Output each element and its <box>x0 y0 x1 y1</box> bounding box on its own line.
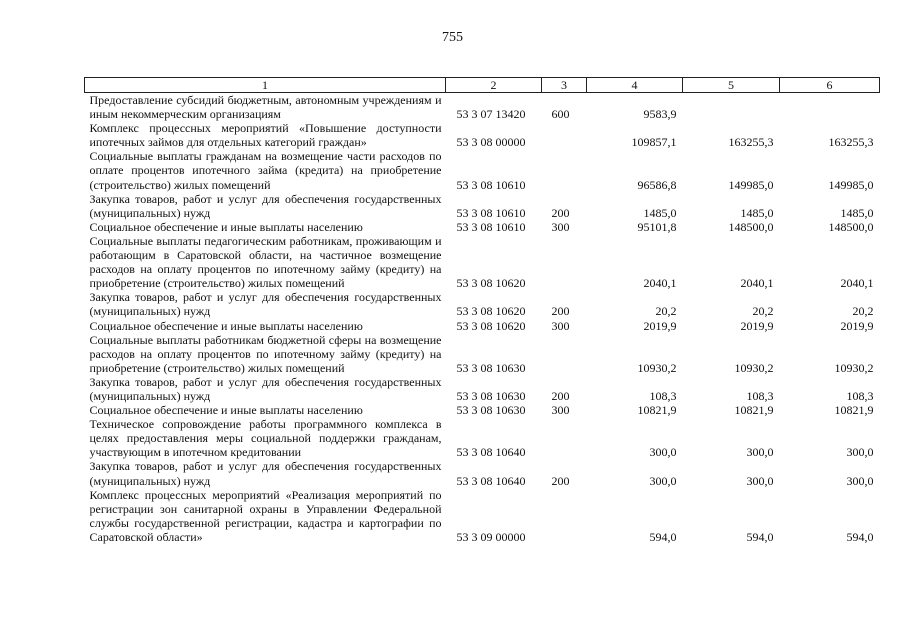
table-row <box>85 319 880 333</box>
row-value-year-3: 148500,0 <box>828 219 874 234</box>
row-value-year-1: 9583,9 <box>643 107 677 122</box>
row-value-year-2: 10821,9 <box>734 403 774 418</box>
row-name: Комплекс процессных мероприятий «Повышение доступности ипотечных займов для отдельных категорий граждан» <box>89 121 442 150</box>
row-value-year-1: 20,2 <box>655 304 677 319</box>
row-name: Закупка товаров, работ и услуг для обеспечения государственных (муниципальных) нужд <box>89 290 442 319</box>
row-value-year-1: 10930,2 <box>637 360 677 375</box>
row-value-year-3: 149985,0 <box>828 177 874 192</box>
row-name: Закупка товаров, работ и услуг для обеспечения государственных (муниципальных) нужд <box>89 191 442 220</box>
row-code: 53 3 08 10620 <box>456 304 526 319</box>
row-value-year-1: 300,0 <box>649 445 677 460</box>
row-value-year-1: 109857,1 <box>631 135 677 150</box>
row-expense-type: 200 <box>551 304 570 319</box>
row-value-year-3: 10821,9 <box>834 403 874 418</box>
row-value-year-1: 96586,8 <box>637 177 677 192</box>
row-value-year-3: 10930,2 <box>834 360 874 375</box>
table-row <box>85 220 880 234</box>
table-row <box>85 93 880 122</box>
row-code: 53 3 08 00000 <box>456 135 526 150</box>
row-value-year-3: 108,3 <box>846 388 874 403</box>
row-name: Социальные выплаты педагогическим работникам, проживающим и работающим в Саратовской области, на частичное возмещение расходов на оплату процентов по ипотечному займу (кредиту) на приобретение (строительство) жилых помещений <box>89 233 442 291</box>
row-expense-type: 200 <box>551 473 570 488</box>
column-header-name: 1 <box>85 78 446 93</box>
row-value-year-3: 300,0 <box>846 445 874 460</box>
row-expense-type <box>542 333 587 375</box>
row-value-year-2: 148500,0 <box>728 219 774 234</box>
row-value-year-2: 300,0 <box>746 445 774 460</box>
row-expense-type <box>542 417 587 459</box>
row-expense-type <box>542 121 587 149</box>
table-row <box>85 290 880 318</box>
table-row <box>85 333 880 375</box>
row-expense-type: 300 <box>551 318 570 333</box>
row-value-year-3: 2040,1 <box>840 276 874 291</box>
row-value-year-3: 2019,9 <box>840 318 874 333</box>
row-value-year-1: 1485,0 <box>643 205 677 220</box>
table-header-row <box>85 78 880 93</box>
row-code: 53 3 08 10620 <box>456 318 526 333</box>
row-code: 53 3 08 10610 <box>456 219 526 234</box>
column-header-code: 2 <box>446 78 542 93</box>
row-code: 53 3 08 10610 <box>456 177 526 192</box>
row-value-year-3: 594,0 <box>846 529 874 544</box>
row-value-year-1: 594,0 <box>649 529 677 544</box>
table-row <box>85 375 880 403</box>
row-value-year-1: 10821,9 <box>637 403 677 418</box>
row-value-year-1: 2040,1 <box>643 276 677 291</box>
row-value-year-2: 163255,3 <box>728 135 774 150</box>
row-value-year-2: 108,3 <box>746 388 774 403</box>
row-value-year-1: 2019,9 <box>643 318 677 333</box>
row-name: Техническое сопровождение работы программного комплекса в целях предоставления меры социальной поддержки гражданам, участвующим в ипотечном кредитовании <box>89 417 442 460</box>
row-value-year-2: 2040,1 <box>740 276 774 291</box>
table-row <box>85 192 880 220</box>
row-value-year-3 <box>780 93 880 122</box>
row-expense-type: 300 <box>551 219 570 234</box>
table-row <box>85 417 880 459</box>
row-value-year-3: 300,0 <box>846 473 874 488</box>
row-expense-type <box>542 234 587 290</box>
row-name: Социальные выплаты работникам бюджетной сферы на возмещение расходов на оплату процентов по ипотечному займу (кредиту) на приобретение (строительство) жилых помещений <box>89 332 442 375</box>
row-code: 53 3 08 10630 <box>456 388 526 403</box>
row-name: Комплекс процессных мероприятий «Реализация мероприятий по регистрации зон санитарной охраны в Управлении Федеральной службы государственной регистрации, кадастра и картографии по Саратовской области» <box>89 487 442 544</box>
row-value-year-1: 95101,8 <box>637 219 677 234</box>
row-expense-type: 300 <box>551 403 570 418</box>
row-code: 53 3 08 10620 <box>456 276 526 291</box>
row-value-year-1: 300,0 <box>649 473 677 488</box>
page-number: 755 <box>442 30 463 45</box>
row-expense-type: 600 <box>551 107 570 122</box>
row-code: 53 3 08 10610 <box>456 205 526 220</box>
row-name: Социальное обеспечение и иные выплаты населению <box>89 219 363 234</box>
budget-table <box>84 77 880 544</box>
row-name: Социальное обеспечение и иные выплаты населению <box>89 318 363 333</box>
row-value-year-1: 108,3 <box>649 388 677 403</box>
row-name: Социальные выплаты гражданам на возмещение части расходов по оплате процентов ипотечного займа (кредита) на приобретение (строительство) жилых помещений <box>89 149 442 192</box>
row-code: 53 3 07 13420 <box>456 107 526 122</box>
row-code: 53 3 09 00000 <box>456 529 526 544</box>
row-expense-type <box>542 149 587 191</box>
row-value-year-2: 300,0 <box>746 473 774 488</box>
row-value-year-3: 20,2 <box>852 304 874 319</box>
row-expense-type <box>542 488 587 544</box>
row-value-year-2: 594,0 <box>746 529 774 544</box>
table-row <box>85 234 880 290</box>
row-value-year-3: 1485,0 <box>840 205 874 220</box>
table-row <box>85 121 880 149</box>
row-name: Закупка товаров, работ и услуг для обеспечения государственных (муниципальных) нужд <box>89 459 442 488</box>
table-row <box>85 488 880 544</box>
row-value-year-2: 10930,2 <box>734 360 774 375</box>
table-row <box>85 459 880 487</box>
row-value-year-2: 2019,9 <box>740 318 774 333</box>
row-code: 53 3 08 10640 <box>456 473 526 488</box>
row-value-year-3: 163255,3 <box>828 135 874 150</box>
row-name: Социальное обеспечение и иные выплаты населению <box>89 403 363 418</box>
row-code: 53 3 08 10630 <box>456 360 526 375</box>
row-value-year-2: 1485,0 <box>740 205 774 220</box>
row-value-year-2: 20,2 <box>752 304 774 319</box>
row-name: Предоставление субсидий бюджетным, автономным учреждениям и иным некоммерческим организациям <box>89 93 442 122</box>
row-code: 53 3 08 10640 <box>456 445 526 460</box>
column-header-year-3: 6 <box>780 78 880 93</box>
column-header-type: 3 <box>542 78 587 93</box>
row-name: Закупка товаров, работ и услуг для обеспечения государственных (муниципальных) нужд <box>89 374 442 403</box>
row-expense-type: 200 <box>551 205 570 220</box>
row-value-year-2: 149985,0 <box>728 177 774 192</box>
table-row <box>85 403 880 417</box>
column-header-year-1: 4 <box>587 78 683 93</box>
row-expense-type: 200 <box>551 388 570 403</box>
row-code: 53 3 08 10630 <box>456 403 526 418</box>
column-header-year-2: 5 <box>683 78 780 93</box>
table-row <box>85 149 880 191</box>
row-value-year-2 <box>683 93 780 122</box>
